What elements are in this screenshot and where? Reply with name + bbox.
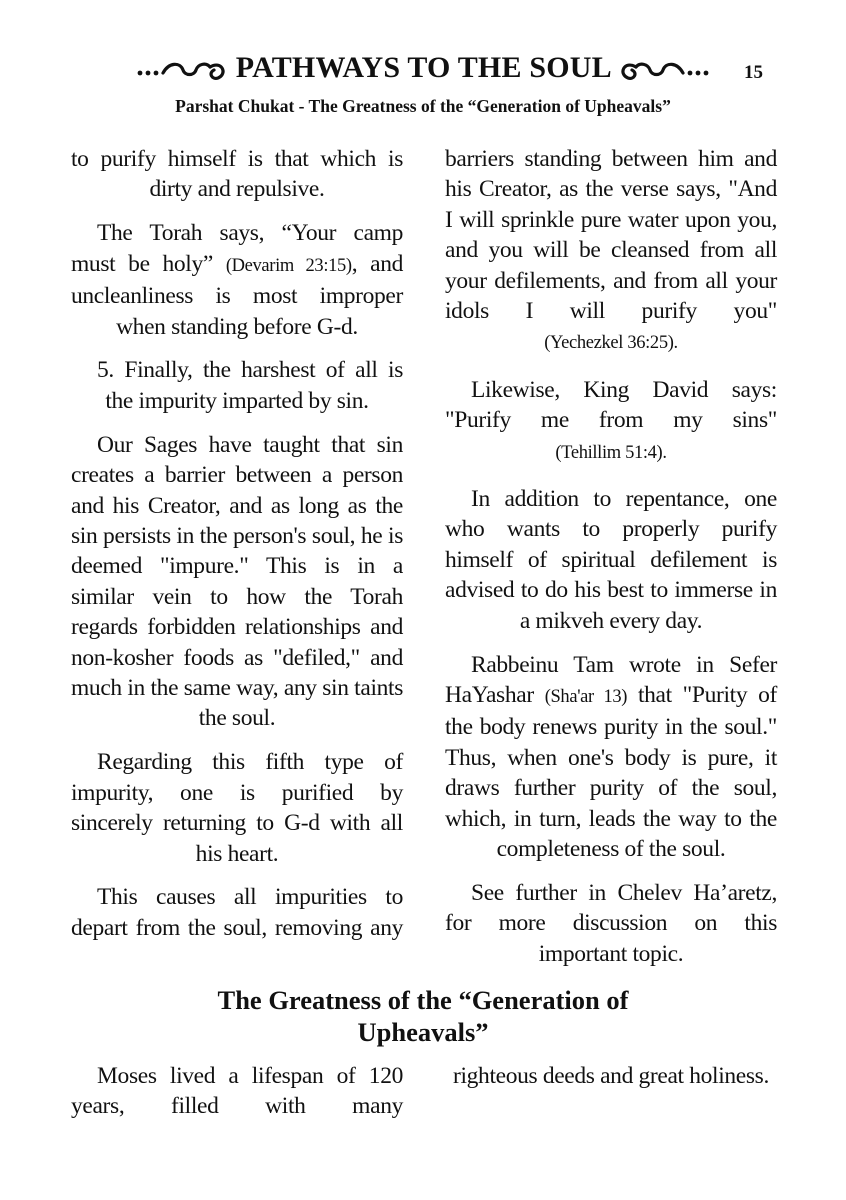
paragraph: [445, 650, 777, 865]
paragraph: 5. Finally, the harshest of all is the impurity imparted by sin.: [97, 357, 403, 414]
right-column: [445, 144, 777, 983]
paragraph: [71, 218, 403, 342]
scripture-reference: (Sha'ar 13): [544, 687, 628, 707]
paragraph: barriers standing between him and his Creator, as the verse says, "And I will sprinkle pure water upon you, and you will be cleansed from all your defilements, and from all your idols I will purify you": [445, 146, 777, 325]
paragraph-text: , and uncleanliness is most improper when standing before G-d.: [71, 250, 403, 340]
paragraph: See further in Chelev Ha’aretz, for more discussion on this important topic.: [445, 879, 777, 967]
section-heading: [120, 984, 726, 1048]
paragraph-text: The Torah says, “Your camp must be holy”: [71, 220, 403, 277]
paragraph: Likewise, King David says: "Purify me from my sins": [445, 376, 777, 434]
section-left-column: [71, 1061, 403, 1135]
scripture-reference: (Tehillim 51:4).: [555, 442, 667, 463]
left-column: [71, 144, 403, 957]
paragraph: righteous deeds and great holiness.: [452, 1063, 770, 1089]
book-title: PATHWAYS TO THE SOUL: [235, 51, 611, 84]
paragraph: This causes all impurities to depart from the soul, removing any: [71, 884, 403, 941]
left-flourish-ornament: [136, 58, 228, 82]
paragraph: In addition to repentance, one who wants to properly purify himself of spiritual defilement is advised to do his best to immerse in a mikveh every day.: [445, 486, 777, 634]
section-heading-line: The Greatness of the “Generation of: [217, 985, 629, 1015]
paragraph: Moses lived a lifespan of 120 years, filled with many: [71, 1063, 403, 1120]
section-right-column: [445, 1061, 777, 1105]
paragraph: Regarding this fifth type of impurity, one is purified by sincerely returning to G-d with all his heart.: [71, 749, 403, 867]
right-flourish-ornament: [618, 58, 710, 82]
paragraph-text: that "Purity of the body renews purity in the soul." Thus, when one's body is pure, it draws further purity of the soul, which, in turn, leads the way to the completeness of the soul.: [445, 682, 777, 863]
paragraph: Our Sages have taught that sin creates a barrier between a person and his Creator, and as long as the sin persists in the person's soul, he is deemed "impure." This is in a similar vein to how the Torah regards forbidden relationships and non-kosher foods as "defiled," and much in the same way, any sin taints the soul.: [71, 431, 403, 732]
book-title-line: [120, 48, 726, 88]
chapter-subtitle: Parshat Chukat - The Greatness of the “Generation of Upheavals”: [175, 96, 671, 116]
paragraph: to purify himself is that which is dirty and repulsive.: [71, 146, 403, 203]
scripture-reference: (Yechezkel 36:25).: [544, 333, 678, 354]
running-header: [0, 48, 846, 92]
page-number: 15: [744, 62, 763, 83]
section-heading-line: Upheavals”: [357, 1017, 489, 1047]
paragraph-text: Rabbeinu Tam wrote in Sefer HaYashar: [445, 651, 777, 708]
scripture-reference: (Devarim 23:15): [225, 255, 352, 276]
